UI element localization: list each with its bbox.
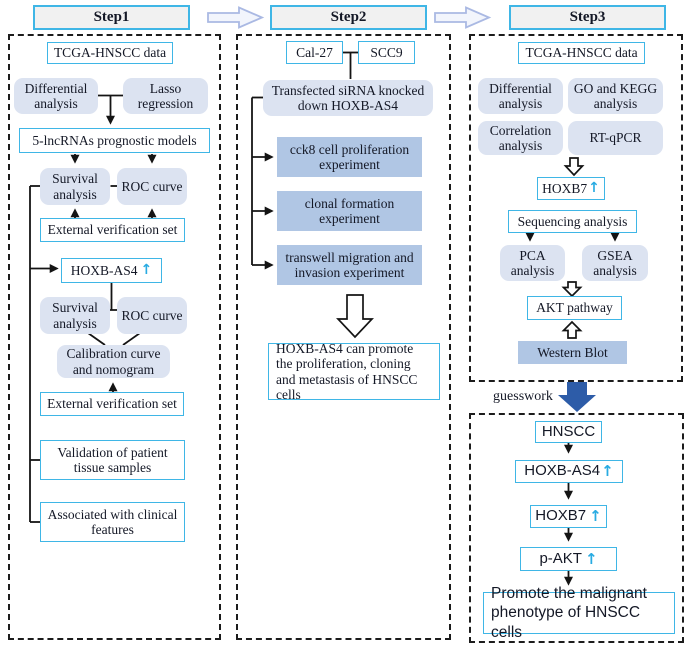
correlation-analysis-box: Correlation analysis — [478, 121, 563, 155]
hoxb7-box-step3 — [537, 177, 605, 200]
calibration-nomogram-box: Calibration curve and nomogram — [57, 345, 170, 378]
up-arrow-icon: ↑ — [588, 179, 600, 196]
step1-header: Step1 — [33, 5, 190, 30]
external-verification-box-2: External verification set — [40, 392, 184, 416]
hoxb7-label: HOXB7 — [542, 180, 588, 196]
rt-qpcr-box: RT-qPCR — [568, 121, 663, 155]
hoxb-as4-box-hypothesis — [515, 460, 623, 483]
validation-tissue-box: Validation of patient tissue samples — [40, 440, 185, 480]
cal27-box: Cal-27 — [286, 41, 343, 64]
survival-analysis-box-2: Survival analysis — [40, 297, 110, 334]
tcga-data-box-step1: TCGA-HNSCC data — [47, 42, 173, 64]
transwell-experiment-box: transwell migration and invasion experiment — [277, 245, 422, 285]
step2-to-step3-arrow-icon — [435, 8, 489, 28]
hoxb-as4-label: HOXB-AS4 — [524, 462, 601, 480]
step1-to-step2-arrow-icon — [208, 8, 262, 28]
up-arrow-icon: ↑ — [584, 549, 598, 568]
western-blot-box: Western Blot — [518, 341, 627, 364]
p-akt-box — [520, 547, 617, 571]
step2-header: Step2 — [270, 5, 427, 30]
step3-header: Step3 — [509, 5, 666, 30]
transfected-sirna-box: Transfected siRNA knocked down HOXB-AS4 — [263, 80, 433, 116]
cck8-experiment-box: cck8 cell proliferation experiment — [277, 137, 422, 177]
up-arrow-icon: ↑ — [140, 261, 153, 278]
roc-curve-box-2: ROC curve — [117, 297, 187, 334]
guesswork-label: guesswork — [493, 389, 553, 405]
gsea-analysis-box: GSEA analysis — [582, 245, 648, 281]
p-akt-label: p-AKT — [539, 549, 582, 567]
guesswork-arrow-icon — [558, 382, 596, 412]
lasso-regression-box: Lasso regression — [123, 78, 208, 114]
up-arrow-icon: ↑ — [601, 462, 614, 481]
hoxb7-box-hypothesis — [530, 505, 607, 528]
pca-analysis-box: PCA analysis — [500, 245, 565, 281]
go-kegg-box: GO and KEGG analysis — [568, 78, 663, 114]
sequencing-analysis-box: Sequencing analysis — [508, 210, 637, 233]
external-verification-box-1: External verification set — [40, 218, 185, 242]
up-arrow-icon: ↑ — [589, 507, 602, 526]
scc9-box: SCC9 — [358, 41, 415, 64]
akt-pathway-box: AKT pathway — [527, 296, 622, 320]
step2-conclusion-box: HOXB-AS4 can promote the proliferation, cloning and metastasis of HNSCC cells — [268, 343, 440, 400]
clonal-formation-box: clonal formation experiment — [277, 191, 422, 231]
hoxb-as4-label: HOXB-AS4 — [70, 262, 138, 278]
step2-panel — [236, 34, 451, 640]
prognostic-models-box: 5-lncRNAs prognostic models — [19, 128, 210, 153]
promote-phenotype-box: Promote the malignant phenotype of HNSCC cells — [483, 592, 675, 634]
hoxb-as4-box-step1 — [61, 258, 162, 283]
hoxb7-label: HOXB7 — [535, 507, 587, 525]
step1-panel — [8, 34, 221, 640]
roc-curve-box-1: ROC curve — [117, 168, 187, 205]
differential-analysis-box-step3: Differential analysis — [478, 78, 563, 114]
differential-analysis-box-step1: Differential analysis — [14, 78, 98, 114]
clinical-features-box: Associated with clinical features — [40, 502, 185, 542]
hnscc-box: HNSCC — [535, 421, 602, 443]
survival-analysis-box-1: Survival analysis — [40, 168, 110, 205]
tcga-data-box-step3: TCGA-HNSCC data — [518, 42, 645, 64]
